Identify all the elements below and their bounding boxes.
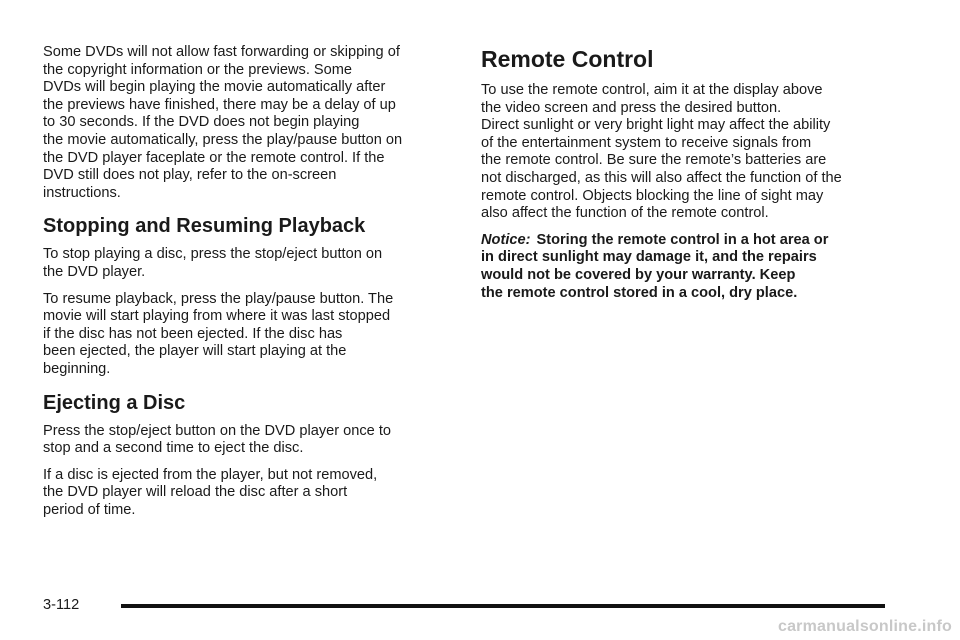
stopping-paragraph-2: To resume playback, press the play/pause button. The movie will start playing from where it was last stopped if the disc has not been ejected. If the disc has been ejected, the player will start playing at the beginning. bbox=[43, 290, 394, 377]
page-number: 3-112 bbox=[43, 597, 80, 613]
ejecting-paragraph-1: Press the stop/eject button on the DVD player once to stop and a second time to eject the disc. bbox=[43, 422, 392, 457]
ejecting-paragraph-2: If a disc is ejected from the player, but not removed, the DVD player will reload the disc after a short period of time. bbox=[43, 466, 378, 518]
remote-control-heading: Remote Control bbox=[481, 46, 654, 72]
ejecting-heading: Ejecting a Disc bbox=[43, 391, 186, 414]
watermark: carmanualsonline.info bbox=[777, 618, 952, 635]
stopping-paragraph-1: To stop playing a disc, press the stop/eject button on the DVD player. bbox=[43, 246, 383, 280]
notice-text: Storing the remote control in a hot area or in direct sunlight may damage it, and the repairs would not be covered by your warranty. Keep the remote control stored in a cool, dry place. bbox=[481, 231, 829, 301]
footer-rule bbox=[121, 604, 885, 608]
right-column bbox=[481, 45, 896, 302]
stopping-heading: Stopping and Resuming Playback bbox=[43, 215, 366, 238]
left-column bbox=[43, 44, 451, 528]
notice-block bbox=[481, 232, 896, 302]
notice-label: Notice: bbox=[481, 231, 531, 248]
intro-paragraph: Some DVDs will not allow fast forwarding or skipping of the copyright information or the previews. Some DVDs will begin playing the movie automatically after the previews have finished, there may be a delay of up to 30 seconds. If the DVD does not begin playing the movie automatically, press the play/pause button on the DVD player faceplate or the remote control. If the DVD still does not play, refer to the on-screen instructions. bbox=[43, 44, 403, 201]
remote-control-paragraph: To use the remote control, aim it at the display above the video screen and press the desired button. Direct sunlight or very bright light may affect the ability of the entertainment system to receive signals from the remote control. Be sure the remote’s batteries are not discharged, as this will also affect the function of the remote control. Objects blocking the line of sight may also affect the function of the remote control. bbox=[481, 82, 842, 222]
